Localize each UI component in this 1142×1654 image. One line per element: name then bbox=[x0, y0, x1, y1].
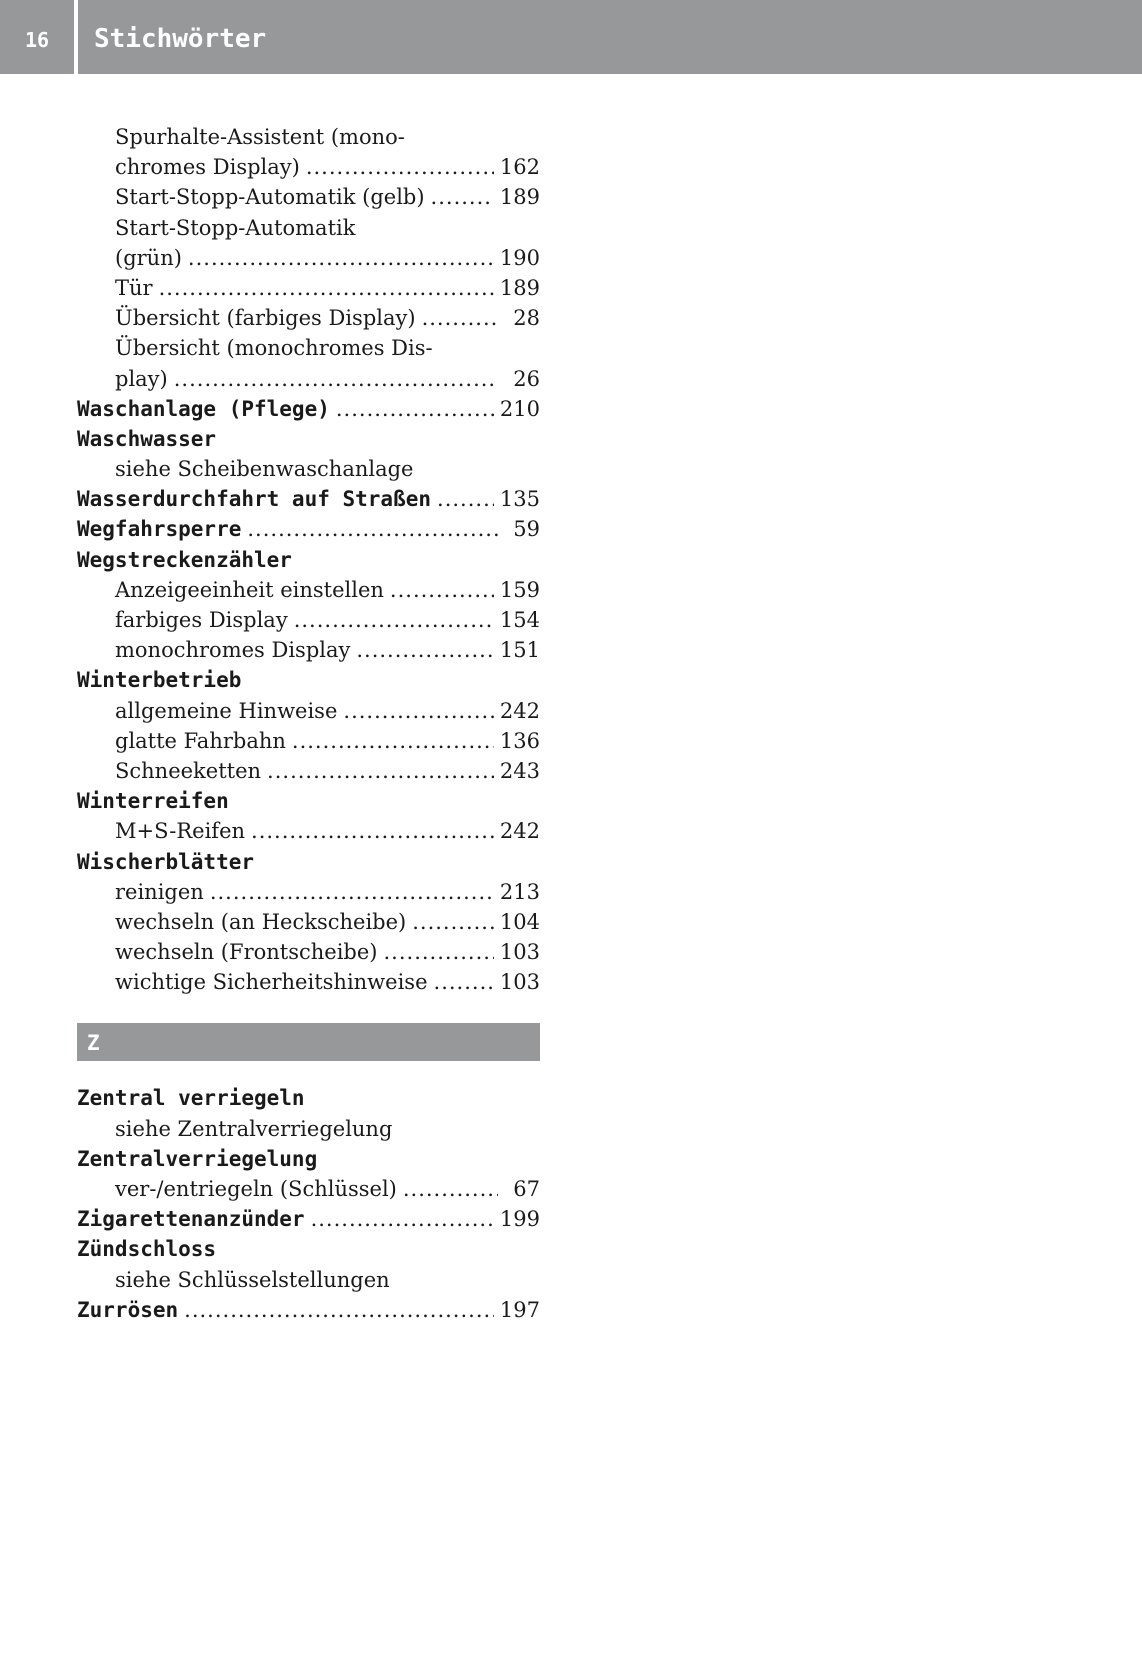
dot-leader bbox=[390, 575, 494, 605]
index-entry bbox=[77, 514, 540, 544]
entry-label: glatte Fahrbahn bbox=[115, 728, 286, 753]
dot-leader bbox=[174, 364, 498, 394]
section-header-z: Z bbox=[77, 1023, 540, 1061]
index-entry bbox=[77, 424, 540, 454]
entry-page-number: 104 bbox=[499, 909, 540, 934]
dot-leader bbox=[437, 484, 494, 514]
index-subentry bbox=[77, 122, 540, 152]
entry-page-number: 26 bbox=[513, 366, 540, 391]
dot-leader bbox=[159, 273, 494, 303]
entry-page-number: 190 bbox=[499, 245, 540, 270]
entry-label: Wischerblätter bbox=[77, 849, 255, 874]
index-subentry bbox=[77, 575, 540, 605]
entry-page-number: 189 bbox=[499, 185, 540, 210]
entry-label: Zentralverriegelung bbox=[77, 1146, 318, 1171]
entry-label: Wasserdurchfahrt auf Straßen bbox=[77, 487, 432, 512]
entry-page-number: 162 bbox=[499, 155, 540, 180]
dot-leader bbox=[336, 394, 494, 424]
index-column bbox=[77, 122, 540, 1325]
entry-page-number: 243 bbox=[499, 758, 540, 783]
entry-page-number: 67 bbox=[513, 1177, 540, 1201]
entry-label: Zentral verriegeln bbox=[77, 1086, 305, 1111]
entry-page-number: 103 bbox=[499, 970, 540, 995]
index-subentry bbox=[77, 454, 540, 484]
page-header bbox=[0, 0, 1142, 74]
index-subentry bbox=[77, 907, 540, 937]
entry-label: wechseln (an Heckscheibe) bbox=[115, 909, 407, 934]
dot-leader bbox=[251, 816, 494, 846]
index-entry bbox=[77, 1204, 540, 1234]
entry-label: Anzeigeeinheit einstellen bbox=[115, 577, 384, 602]
entry-label: Wegstreckenzähler bbox=[77, 547, 292, 572]
dot-leader bbox=[422, 303, 498, 333]
entry-label: Zündschloss bbox=[77, 1237, 217, 1262]
entry-page-number: 242 bbox=[499, 698, 540, 723]
entry-label: Waschwasser bbox=[77, 426, 217, 451]
entry-label: play) bbox=[115, 366, 168, 391]
dot-leader bbox=[306, 152, 494, 182]
entry-page-number: 154 bbox=[499, 608, 540, 632]
header-divider bbox=[74, 0, 78, 74]
index-subentry bbox=[77, 333, 540, 363]
entry-label: Waschanlage (Pflege) bbox=[77, 396, 330, 421]
entry-page-number: 210 bbox=[499, 396, 540, 421]
index-subentry bbox=[77, 877, 540, 907]
entry-label: allgemeine Hinweise bbox=[115, 698, 338, 723]
index-subentry bbox=[77, 182, 540, 212]
dot-leader bbox=[384, 937, 494, 967]
page-number: 16 bbox=[24, 28, 50, 52]
index-subentry bbox=[77, 243, 540, 273]
index-entry bbox=[77, 786, 540, 816]
index-entry bbox=[77, 1144, 540, 1174]
entry-page-number: 213 bbox=[499, 879, 540, 904]
entry-label: chromes Display) bbox=[115, 155, 300, 180]
entry-label: farbiges Display bbox=[115, 608, 288, 632]
entry-label: Winterreifen bbox=[77, 789, 229, 814]
index-subentry bbox=[77, 152, 540, 182]
entry-page-number: 59 bbox=[513, 517, 540, 542]
index-subentry bbox=[77, 696, 540, 726]
dot-leader bbox=[292, 726, 494, 756]
index-entry bbox=[77, 394, 540, 424]
index-entry bbox=[77, 1295, 540, 1325]
index-subentry bbox=[77, 605, 540, 635]
entry-page-number: 136 bbox=[499, 728, 540, 753]
index-block-z bbox=[77, 1083, 540, 1325]
entry-label: Spurhalte-Assistent (mono- bbox=[115, 125, 405, 149]
page-title: Stichwörter bbox=[94, 24, 267, 54]
entry-label: siehe Schlüsselstellungen bbox=[115, 1267, 390, 1292]
index-subentry bbox=[77, 1114, 540, 1144]
dot-leader bbox=[267, 756, 494, 786]
index-subentry bbox=[77, 1265, 540, 1295]
index-subentry bbox=[77, 967, 540, 997]
index-entry bbox=[77, 1083, 540, 1113]
entry-label: Übersicht (monochromes Dis- bbox=[115, 336, 433, 361]
entry-page-number: 199 bbox=[499, 1207, 540, 1232]
entry-page-number: 151 bbox=[499, 638, 540, 663]
entry-page-number: 189 bbox=[499, 275, 540, 300]
dot-leader bbox=[294, 605, 494, 635]
index-subentry bbox=[77, 1174, 540, 1204]
entry-label: Wegfahrsperre bbox=[77, 517, 242, 542]
index-entry bbox=[77, 665, 540, 695]
entry-label: Übersicht (farbiges Display) bbox=[115, 306, 416, 331]
entry-label: Zigarettenanzünder bbox=[77, 1207, 305, 1232]
dot-leader bbox=[343, 696, 494, 726]
dot-leader bbox=[210, 877, 494, 907]
index-subentry bbox=[77, 303, 540, 333]
entry-label: ver-/entriegeln (Schlüssel) bbox=[115, 1177, 397, 1201]
entry-label: Start-Stopp-Automatik (gelb) bbox=[115, 185, 425, 210]
entry-page-number: 197 bbox=[499, 1297, 540, 1322]
entry-label: Zurrösen bbox=[77, 1297, 179, 1322]
index-block-w bbox=[77, 122, 540, 997]
index-entry bbox=[77, 484, 540, 514]
dot-leader bbox=[311, 1204, 494, 1234]
entry-label: M+S-Reifen bbox=[115, 819, 246, 844]
entry-label: Winterbetrieb bbox=[77, 668, 242, 693]
entry-label: siehe Scheibenwaschanlage bbox=[115, 457, 414, 482]
dot-leader bbox=[412, 907, 494, 937]
dot-leader bbox=[188, 243, 494, 273]
index-subentry bbox=[77, 756, 540, 786]
dot-leader bbox=[356, 635, 494, 665]
index-subentry bbox=[77, 816, 540, 846]
entry-label: reinigen bbox=[115, 879, 204, 904]
entry-page-number: 103 bbox=[499, 940, 540, 965]
entry-page-number: 135 bbox=[499, 487, 540, 512]
index-subentry bbox=[77, 726, 540, 756]
entry-label: monochromes Display bbox=[115, 638, 351, 663]
index-entry bbox=[77, 847, 540, 877]
entry-label: wichtige Sicherheitshinweise bbox=[115, 970, 428, 995]
dot-leader bbox=[431, 182, 494, 212]
index-entry bbox=[77, 1234, 540, 1264]
entry-label: Start-Stopp-Automatik bbox=[115, 215, 356, 240]
entry-label: (grün) bbox=[115, 245, 182, 270]
index-subentry bbox=[77, 364, 540, 394]
entry-label: siehe Zentralverriegelung bbox=[115, 1116, 393, 1141]
index-entry bbox=[77, 545, 540, 575]
entry-label: wechseln (Frontscheibe) bbox=[115, 940, 378, 965]
index-subentry bbox=[77, 273, 540, 303]
entry-label: Tür bbox=[115, 275, 153, 300]
dot-leader bbox=[403, 1174, 498, 1204]
index-subentry bbox=[77, 635, 540, 665]
index-subentry bbox=[77, 213, 540, 243]
dot-leader bbox=[184, 1295, 494, 1325]
entry-page-number: 242 bbox=[499, 819, 540, 844]
entry-page-number: 159 bbox=[499, 577, 540, 602]
dot-leader bbox=[247, 514, 498, 544]
entry-label: Schneeketten bbox=[115, 758, 262, 783]
entry-page-number: 28 bbox=[513, 306, 540, 331]
dot-leader bbox=[434, 967, 494, 997]
index-subentry bbox=[77, 937, 540, 967]
